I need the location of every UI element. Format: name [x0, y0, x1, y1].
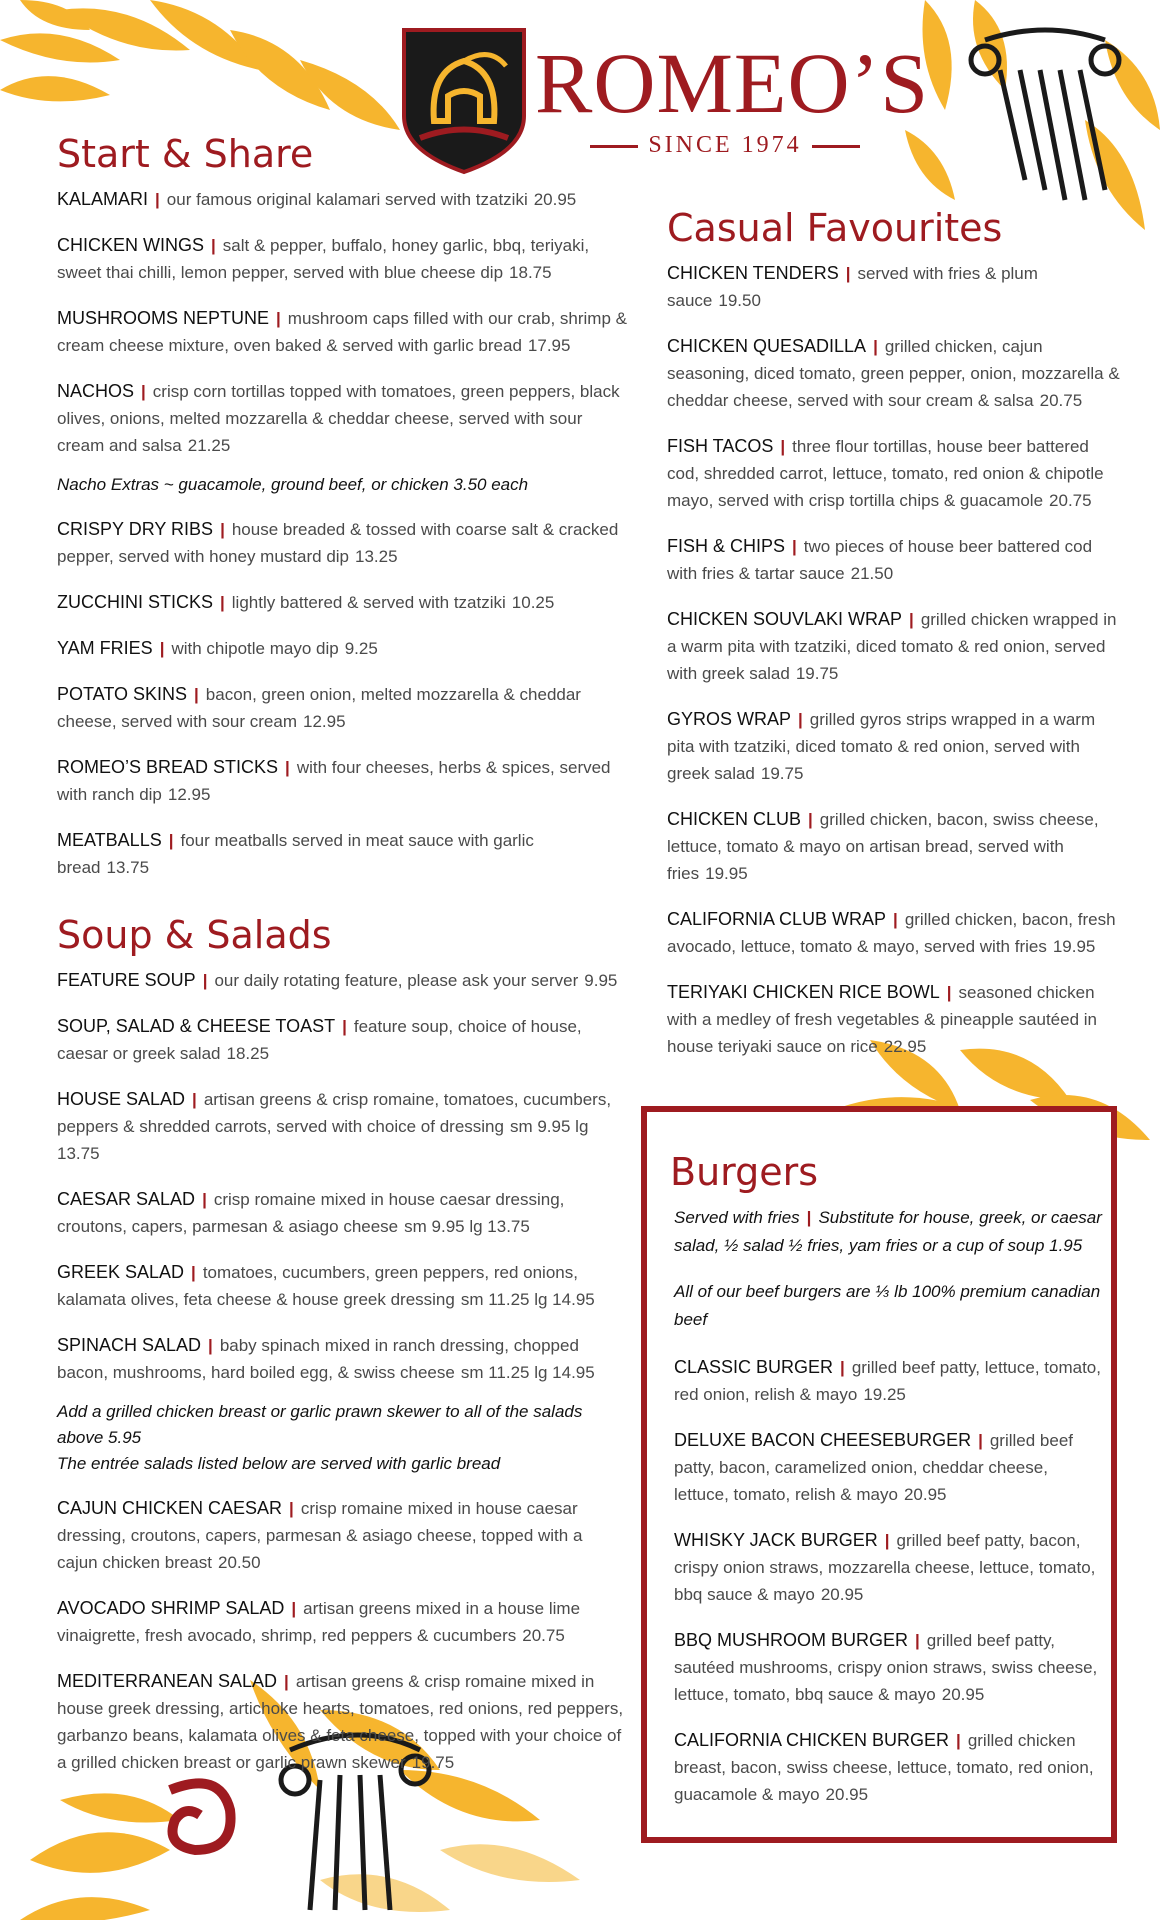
menu-item-price: 19.95 [1052, 937, 1096, 956]
start-share-list-2 [57, 516, 627, 881]
menu-item [57, 1495, 627, 1576]
menu-item [667, 606, 1123, 687]
menu-item-description: crisp romaine mixed in house caesar dressing, croutons, capers, parmesan & asiago cheese [57, 1190, 565, 1236]
separator: | [155, 190, 160, 209]
menu-item-name: NACHOS [57, 381, 135, 401]
menu-item-name: TERIYAKI CHICKEN RICE BOWL [667, 982, 940, 1002]
menu-item-price: 12.95 [167, 785, 211, 804]
menu-item-price: 21.50 [850, 564, 894, 583]
menu-item-description: crisp romaine mixed in house caesar dressing, croutons, capers, parmesan & asiago cheese, topped with a cajun chicken breast [57, 1499, 583, 1572]
menu-item-price: 13.25 [355, 547, 398, 566]
menu-item-description: salt & pepper, buffalo, honey garlic, bbq, teriyaki, sweet thai chilli, lemon pepper, served with blue cheese dip [57, 236, 590, 282]
menu-item-description: lightly battered & served with tzatziki [231, 593, 506, 612]
menu-item [667, 706, 1123, 787]
menu-item-name: CLASSIC BURGER [674, 1357, 834, 1377]
menu-item-price: sm 9.95 lg 13.75 [57, 1117, 589, 1163]
casual-list [667, 260, 1123, 1060]
separator: | [159, 639, 165, 658]
menu-item-description: grilled chicken, bacon, fresh avocado, lettuce, tomato & mayo, served with fries [667, 910, 1116, 956]
menu-item-name: AVOCADO SHRIMP SALAD [57, 1598, 285, 1618]
menu-item [667, 533, 1123, 587]
separator: | [192, 1090, 197, 1109]
menu-item [667, 433, 1123, 514]
menu-item [667, 333, 1123, 414]
menu-item-description: house breaded & tossed with coarse salt & cracked pepper, served with honey mustard dip [57, 520, 619, 566]
menu-item-description: grilled beef patty, sautéed mushrooms, crispy onion straws, swiss cheese, lettuce, tomato, bbq sauce & mayo [674, 1631, 1098, 1704]
menu-item-price: 19.75 [760, 764, 804, 783]
menu-item-name: CHICKEN CLUB [667, 809, 802, 829]
separator: | [956, 1731, 961, 1750]
brand-name: ROMEO’S [535, 35, 930, 131]
menu-item [57, 1259, 627, 1313]
separator: | [845, 264, 851, 283]
menu-item-price: sm 11.25 lg 14.95 [460, 1290, 595, 1309]
separator: | [285, 758, 290, 777]
menu-item-description: mushroom caps filled with our crab, shrimp & cream cheese mixture, oven baked & served with garlic bread [57, 309, 627, 355]
menu-item-description: tomatoes, cucumbers, green peppers, red onions, kalamata olives, feta cheese & house greek dressing [57, 1263, 578, 1309]
separator: | [284, 1672, 289, 1691]
menu-item-name: CHICKEN TENDERS [667, 263, 839, 283]
menu-item-name: POTATO SKINS [57, 684, 188, 704]
menu-item-name: DELUXE BACON CHEESEBURGER [674, 1430, 972, 1450]
menu-item-price: 13.75 [106, 858, 150, 877]
menu-item-name: CAESAR SALAD [57, 1189, 196, 1209]
substitute-note: Substitute for house, greek, or caesar salad, ½ salad ½ fries, yam fries or a cup of soup 1.95 [674, 1208, 1102, 1255]
menu-item-name: BBQ MUSHROOM BURGER [674, 1630, 909, 1650]
separator: | [915, 1631, 920, 1650]
burgers-title: Burgers [670, 1150, 819, 1194]
menu-item-name: CALIFORNIA CLUB WRAP [667, 909, 887, 929]
menu-item-price: 20.95 [820, 1585, 864, 1604]
start-share-list [57, 186, 627, 459]
separator: | [909, 610, 914, 629]
menu-item-name: ROMEO’S BREAD STICKS [57, 757, 279, 777]
menu-item-description: four meatballs served in meat sauce with garlic bread [57, 831, 534, 877]
entree-salads-note: The entrée salads listed below are served with garlic bread [57, 1454, 501, 1473]
menu-item-description: crisp corn tortillas topped with tomatoes, green peppers, black olives, onions, melted mozzarella & cheddar cheese, served with sour cream and salsa [57, 382, 620, 455]
menu-item [674, 1527, 1104, 1608]
menu-item-price: 19.25 [863, 1385, 906, 1404]
menu-item-description: grilled gyros strips wrapped in a warm pita with tzatziki, diced tomato & red onion, served with greek salad [667, 710, 1096, 783]
menu-item-name: FEATURE SOUP [57, 970, 196, 990]
menu-item-price: 19.95 [705, 864, 748, 883]
burgers-sides-note: Served with fries | Substitute for house, greek, or caesar salad, ½ salad ½ fries, yam fries or a cup of soup 1.95 [674, 1208, 1102, 1255]
menu-item-price: 20.95 [941, 1685, 985, 1704]
menu-item-description: seasoned chicken with a medley of fresh vegetables & pineapple sautéed in house teriyaki sauce on rice [667, 983, 1097, 1056]
menu-item [57, 754, 627, 808]
menu-item [674, 1627, 1104, 1708]
menu-item-price: sm 11.25 lg 14.95 [460, 1363, 595, 1382]
menu-item-description: artisan greens & crisp romaine mixed in house greek dressing, artichoke hearts, tomatoes, red onions, red peppers, garbanzo beans, kalamata olives & feta cheese, topped with your choice of a grilled chicken breast or garlic prawn skewer [57, 1672, 624, 1772]
beef-note: All of our beef burgers are ⅓ lb 100% premium canadian beef [674, 1282, 1101, 1329]
menu-item-price: 20.95 [533, 190, 577, 209]
menu-item-name: ZUCCHINI STICKS [57, 592, 214, 612]
soup-salads-list-2 [57, 1495, 627, 1776]
separator: | [276, 309, 281, 328]
menu-item [57, 589, 627, 616]
burgers-list [674, 1354, 1104, 1808]
casual-favourites-title: Casual Favourites [667, 206, 1003, 250]
separator: | [211, 236, 216, 255]
menu-item-price: 9.25 [344, 639, 378, 658]
menu-item-description: bacon, green onion, melted mozzarella & cheddar cheese, served with sour cream [57, 685, 581, 731]
menu-item [57, 186, 627, 213]
separator: | [840, 1358, 845, 1377]
separator: | [884, 1531, 890, 1550]
menu-item [57, 681, 627, 735]
menu-item-name: GREEK SALAD [57, 1262, 185, 1282]
separator: | [220, 520, 225, 539]
menu-item-name: GYROS WRAP [667, 709, 792, 729]
separator: | [168, 831, 174, 850]
menu-item-name: FISH & CHIPS [667, 536, 786, 556]
served-with-fries: Served with fries [674, 1208, 800, 1227]
menu-item [57, 967, 627, 994]
menu-item [57, 232, 627, 286]
menu-item [57, 635, 627, 662]
separator: | [202, 971, 208, 990]
menu-item-price: 20.75 [1039, 391, 1083, 410]
menu-item [667, 806, 1123, 887]
menu-item-name: MUSHROOMS NEPTUNE [57, 308, 270, 328]
menu-item-description: grilled chicken wrapped in a warm pita with tzatziki, diced tomato & red onion, served with greek salad [667, 610, 1117, 683]
menu-item-description: grilled chicken breast, bacon, swiss cheese, lettuce, tomato, red onion, guacamole & mayo [674, 1731, 1094, 1804]
menu-item [57, 1595, 627, 1649]
separator: | [946, 983, 952, 1002]
menu-item-name: CHICKEN WINGS [57, 235, 205, 255]
menu-item-description: two pieces of house beer battered cod with fries & tartar sauce [667, 537, 1093, 583]
menu-item-description: served with fries & plum sauce [667, 264, 1038, 310]
menu-item-description: with four cheeses, herbs & spices, served with ranch dip [57, 758, 611, 804]
menu-item-name: SPINACH SALAD [57, 1335, 202, 1355]
top-left-leaves-icon [0, 0, 420, 140]
menu-item-name: WHISKY JACK BURGER [674, 1530, 878, 1550]
separator: | [780, 437, 786, 456]
menu-item-description: our daily rotating feature, please ask your server [214, 971, 579, 990]
menu-item-name: CAJUN CHICKEN CAESAR [57, 1498, 283, 1518]
menu-item-price: 10.25 [511, 593, 555, 612]
left-column [57, 132, 627, 1795]
menu-item-price: 12.95 [303, 712, 346, 731]
separator: | [978, 1431, 983, 1450]
menu-item-price: 19.75 [411, 1753, 455, 1772]
start-share-title: Start & Share [57, 132, 314, 176]
menu-item-price: 20.95 [825, 1785, 869, 1804]
menu-item [674, 1427, 1104, 1508]
menu-item-description: artisan greens mixed in a house lime vinaigrette, fresh avocado, shrimp, red peppers & cucumbers [57, 1599, 581, 1645]
menu-item-name: MEDITERRANEAN SALAD [57, 1671, 278, 1691]
menu-item [57, 305, 627, 359]
separator: | [194, 685, 199, 704]
menu-item-name: CHICKEN QUESADILLA [667, 336, 867, 356]
menu-item-price: 20.50 [217, 1553, 261, 1572]
menu-item-name: CALIFORNIA CHICKEN BURGER [674, 1730, 950, 1750]
separator: | [141, 382, 146, 401]
menu-item [57, 516, 627, 570]
menu-item [57, 1013, 627, 1067]
separator: | [808, 810, 813, 829]
menu-item [667, 260, 1123, 314]
menu-item [674, 1727, 1104, 1808]
menu-item-description: artisan greens & crisp romaine, tomatoes, cucumbers, peppers & shredded carrots, served with choice of dressing [57, 1090, 612, 1136]
menu-item-name: YAM FRIES [57, 638, 153, 658]
menu-item [57, 1186, 627, 1240]
menu-item-description: grilled chicken, bacon, swiss cheese, lettuce, tomato & mayo on artisan bread, served with fries [667, 810, 1099, 883]
menu-item-price: 17.95 [527, 336, 571, 355]
burgers-box [641, 1106, 1117, 1843]
menu-item [57, 1332, 627, 1386]
menu-item [57, 378, 627, 459]
soup-salads-list [57, 967, 627, 1386]
menu-item-description: feature soup, choice of house, caesar or greek salad [57, 1017, 582, 1063]
menu-item-price: 20.75 [1049, 491, 1092, 510]
separator: | [798, 710, 803, 729]
menu-item [674, 1354, 1104, 1408]
menu-item-price: 18.25 [226, 1044, 270, 1063]
separator: | [291, 1599, 297, 1618]
menu-item-price: 19.75 [795, 664, 839, 683]
since-text: SINCE 1974 [648, 132, 802, 158]
menu-item-price: 18.75 [509, 263, 552, 282]
right-column [667, 206, 1123, 1079]
menu-item-price: 20.75 [522, 1626, 565, 1645]
menu-item-description: grilled chicken, cajun seasoning, diced tomato, green pepper, onion, mozzarella & cheddar cheese, served with sour cream & salsa [667, 337, 1120, 410]
menu-item-description: grilled beef patty, bacon, crispy onion straws, mozzarella cheese, lettuce, tomato, bbq sauce & mayo [674, 1531, 1096, 1604]
menu-item-name: FISH TACOS [667, 436, 774, 456]
menu-item [667, 906, 1123, 960]
menu-item-name: HOUSE SALAD [57, 1089, 186, 1109]
menu-item-price: 22.95 [883, 1037, 927, 1056]
menu-item-description: with chipotle mayo dip [171, 639, 339, 658]
menu-item [57, 1668, 627, 1776]
menu-item [57, 827, 627, 881]
menu-item-price: 20.95 [903, 1485, 947, 1504]
separator: | [289, 1499, 294, 1518]
menu-item-name: MEATBALLS [57, 830, 162, 850]
menu-item [667, 979, 1123, 1060]
menu-item-description: grilled beef patty, lettuce, tomato, red onion, relish & mayo [674, 1358, 1101, 1404]
menu-item-description: baby spinach mixed in ranch dressing, chopped bacon, mushrooms, hard boiled egg, & swiss cheese [57, 1336, 579, 1382]
separator: | [202, 1190, 207, 1209]
menu-item-name: SOUP, SALAD & CHEESE TOAST [57, 1016, 336, 1036]
menu-item-description: three flour tortillas, house beer battered cod, shredded carrot, lettuce, tomato, red onion & chipotle mayo, served with crisp tortilla chips & guacamole [667, 437, 1104, 510]
salad-addon-note: Add a grilled chicken breast or garlic prawn skewer to all of the salads above 5.95 [57, 1402, 583, 1447]
separator: | [220, 593, 225, 612]
separator: | [792, 537, 797, 556]
menu-item [57, 1086, 627, 1167]
separator: | [342, 1017, 347, 1036]
separator: | [873, 337, 878, 356]
menu-item-price: 19.50 [718, 291, 761, 310]
menu-item-price: sm 9.95 lg 13.75 [404, 1217, 530, 1236]
burgers-content [670, 1150, 1104, 1827]
soup-salads-title: Soup & Salads [57, 913, 332, 957]
menu-item-description: grilled beef patty, bacon, caramelized onion, cheddar cheese, lettuce, tomato, relish & mayo [674, 1431, 1074, 1504]
separator: | [208, 1336, 213, 1355]
nacho-extras-note: Nacho Extras ~ guacamole, ground beef, or chicken 3.50 each [57, 475, 529, 494]
menu-item-price: 9.95 [584, 971, 618, 990]
menu-item-description: our famous original kalamari served with tzatziki [166, 190, 528, 209]
separator: | [893, 910, 898, 929]
menu-item-name: KALAMARI [57, 189, 149, 209]
menu-item-price: 21.25 [187, 436, 231, 455]
separator: | [191, 1263, 196, 1282]
menu-item-name: CRISPY DRY RIBS [57, 519, 214, 539]
menu-item-name: CHICKEN SOUVLAKI WRAP [667, 609, 903, 629]
